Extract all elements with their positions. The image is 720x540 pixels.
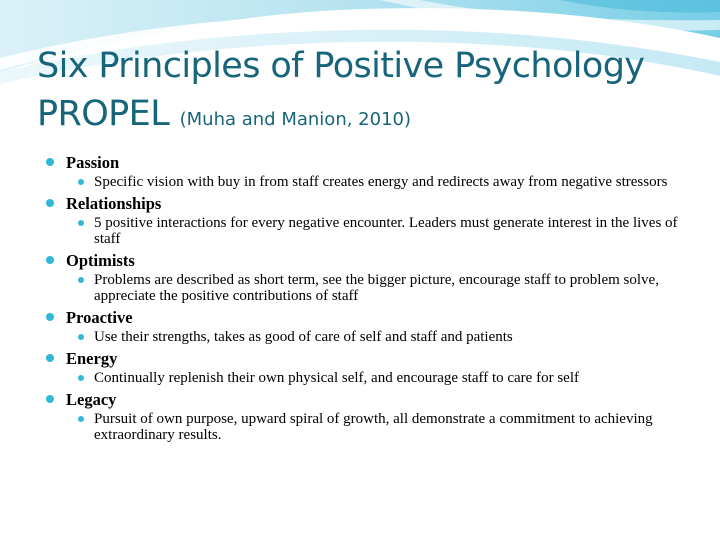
item-detail <box>44 370 694 386</box>
sub-bullet-dot-icon <box>78 375 84 381</box>
item-heading <box>44 307 694 328</box>
title-line-1: Six Principles of Positive Psychology <box>37 46 645 86</box>
item-heading-text: Energy <box>66 349 118 368</box>
item-detail <box>44 272 694 304</box>
item-heading-text: Optimists <box>66 251 135 270</box>
item-detail-text: 5 positive interactions for every negative encounter. Leaders must generate interest in the lives of staff <box>94 215 678 247</box>
item-heading-text: Relationships <box>66 194 162 213</box>
bullet-dot-icon <box>46 199 54 207</box>
item-heading <box>44 348 694 369</box>
item-heading <box>44 250 694 271</box>
item-heading <box>44 152 694 173</box>
list-item-legacy <box>44 389 694 443</box>
item-detail <box>44 329 694 345</box>
item-heading-text: Passion <box>66 153 120 172</box>
bullet-dot-icon <box>46 354 54 362</box>
item-detail <box>44 215 694 247</box>
bullet-dot-icon <box>46 256 54 264</box>
list-item-relationships <box>44 193 694 247</box>
item-detail <box>44 174 694 190</box>
item-heading-text: Legacy <box>66 390 117 409</box>
sub-bullet-dot-icon <box>78 220 84 226</box>
title-propel: PROPEL <box>37 94 170 134</box>
title-line-2 <box>37 90 707 144</box>
bullet-list <box>44 152 694 446</box>
item-heading <box>44 193 694 214</box>
sub-bullet-dot-icon <box>78 179 84 185</box>
bullet-dot-icon <box>46 158 54 166</box>
list-item-passion <box>44 152 694 190</box>
title-citation: (Muha and Manion, 2010) <box>179 109 411 130</box>
item-detail-text: Use their strengths, takes as good of care of self and staff and patients <box>94 329 513 345</box>
sub-bullet-dot-icon <box>78 416 84 422</box>
item-heading <box>44 389 694 410</box>
sub-bullet-dot-icon <box>78 334 84 340</box>
slide-title <box>37 42 707 144</box>
list-item-energy <box>44 348 694 386</box>
list-item-optimists <box>44 250 694 304</box>
item-detail-text: Problems are described as short term, see the bigger picture, encourage staff to problem solve, appreciate the positive contributions of staff <box>94 272 659 304</box>
list-item-proactive <box>44 307 694 345</box>
item-heading-text: Proactive <box>66 308 133 327</box>
bullet-dot-icon <box>46 395 54 403</box>
bullet-dot-icon <box>46 313 54 321</box>
sub-bullet-dot-icon <box>78 277 84 283</box>
item-detail-text: Continually replenish their own physical self, and encourage staff to care for self <box>94 370 579 386</box>
item-detail-text: Pursuit of own purpose, upward spiral of growth, all demonstrate a commitment to achieving extraordinary results. <box>94 411 653 443</box>
item-detail <box>44 411 694 443</box>
item-detail-text: Specific vision with buy in from staff creates energy and redirects away from negative stressors <box>94 174 668 190</box>
